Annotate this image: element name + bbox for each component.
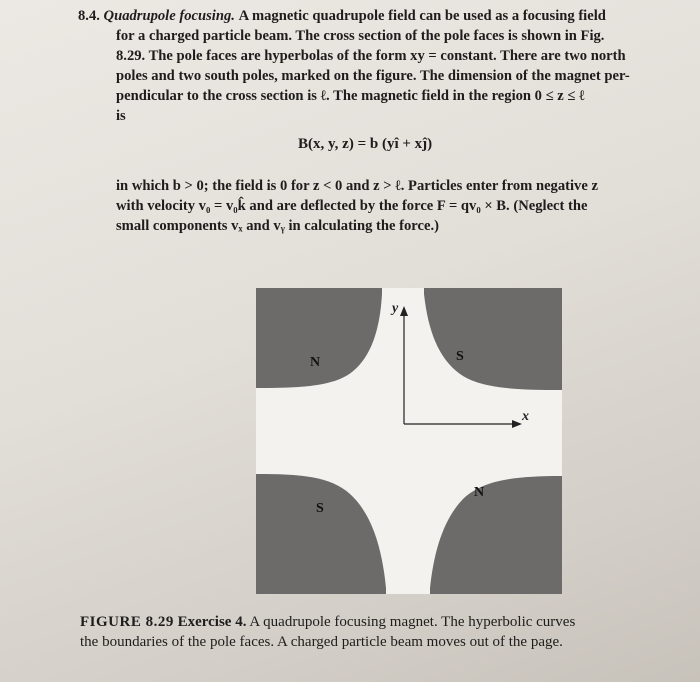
continuation-line-2: with velocity v₀ = v₀k̂ and are deflected by the force F = qv₀ × B. (Neglect the [116, 198, 588, 214]
continuation-line-1: in which b > 0; the field is 0 for z < 0 and z > ℓ. Particles enter from negative z [116, 178, 598, 194]
x-axis-arrowhead [512, 420, 522, 428]
problem-line-1: A magnetic quadrupole field can be used as a focusing field [238, 8, 606, 24]
y-axis-arrowhead [400, 306, 408, 316]
caption-text-1: A quadrupole focusing magnet. The hyperbolic curves [249, 614, 576, 630]
continuation-line-3: small components vₓ and vᵧ in calculating the force.) [116, 218, 439, 234]
quadrupole-figure [256, 288, 562, 594]
pole-label-bottom-left: S [316, 501, 324, 516]
y-axis-label: y [392, 301, 399, 316]
x-axis-label: x [522, 409, 529, 424]
figure-caption [80, 612, 692, 652]
pole-label-bottom-right: N [474, 485, 485, 500]
pole-label-top-left: N [310, 355, 321, 370]
problem-line-3: 8.29. The pole faces are hyperbolas of the form xy = constant. There are two north [116, 48, 626, 64]
quadrupole-diagram [256, 288, 562, 594]
problem-line-5: pendicular to the cross section is ℓ. The magnetic field in the region 0 ≤ z ≤ ℓ [116, 88, 585, 104]
problem-8-4 [78, 6, 668, 126]
problem-line-4: poles and two south poles, marked on the figure. The dimension of the magnet per- [116, 68, 630, 84]
pole-label-top-right: S [456, 349, 464, 364]
problem-title: Quadrupole focusing. [103, 8, 235, 24]
pole-top-right [424, 288, 562, 390]
problem-line-2: for a charged particle beam. The cross section of the pole faces is shown in Fig. [116, 28, 605, 44]
pole-bottom-right [430, 476, 562, 594]
magnetic-field-equation: B(x, y, z) = b (yî + xĵ) [298, 136, 433, 152]
caption-text-2: the boundaries of the pole faces. A charged particle beam moves out of the page. [80, 634, 563, 650]
problem-number: 8.4. [78, 8, 100, 24]
pole-bottom-left [256, 474, 386, 594]
figure-label: FIGURE 8.29 [80, 614, 174, 630]
problem-continuation [116, 176, 676, 236]
exercise-label: Exercise 4. [177, 614, 247, 630]
pole-top-left [256, 288, 382, 388]
problem-line-6: is [116, 108, 126, 124]
